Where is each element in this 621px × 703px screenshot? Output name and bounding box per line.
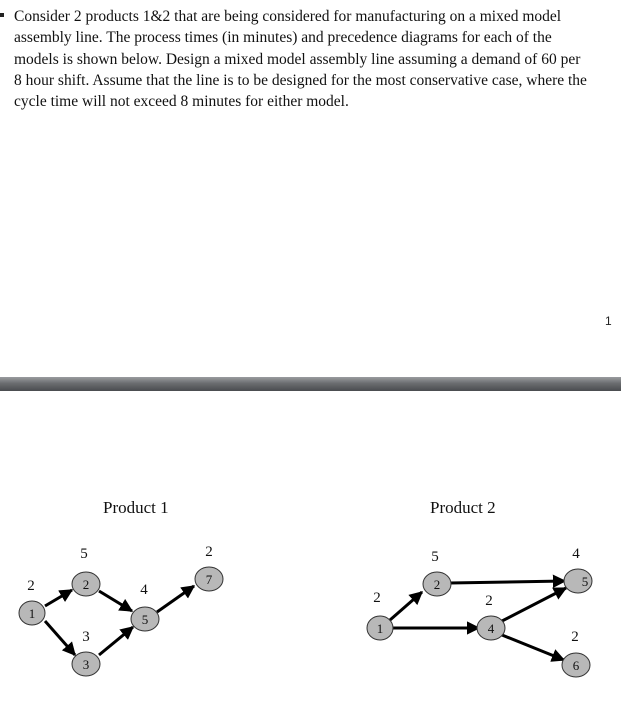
product1-title: Product 1: [103, 498, 169, 517]
node-id: 7: [205, 572, 213, 587]
node-id: 1: [376, 621, 384, 636]
product2-node: [367, 590, 393, 640]
edge-2-5: [450, 581, 565, 583]
edge-3-5: [99, 627, 133, 655]
node-id: 5: [581, 574, 589, 589]
problem-line: cycle time will not exceed 8 minutes for either model.: [14, 93, 349, 111]
edge-4-6: [502, 635, 564, 660]
node-time: 2: [373, 590, 381, 606]
product2-node: [477, 593, 505, 640]
product1-node: [195, 544, 223, 591]
product2-title: Product 2: [430, 498, 496, 517]
edge-1-3: [45, 621, 75, 655]
edge-2-5: [99, 591, 132, 611]
node-time: 3: [82, 629, 90, 645]
node-id: 2: [433, 577, 441, 592]
edge-1-2: [45, 590, 72, 606]
node-time: 2: [571, 629, 579, 645]
edge-4-5: [502, 588, 566, 621]
product1-node: [72, 546, 100, 596]
problem-line: 8 hour shift. Assume that the line is to be designed for the most conservative case, where the: [14, 71, 587, 89]
problem-line: models is shown below. Design a mixed model assembly line assuming a demand of 60 per: [14, 50, 581, 68]
node-time: 5: [80, 546, 88, 562]
product2-node: [423, 549, 451, 596]
product1-node: [19, 578, 45, 625]
product1-node: [72, 629, 100, 676]
node-time: 5: [431, 549, 439, 565]
node-id: 6: [572, 658, 580, 673]
product2-node: [562, 629, 590, 677]
product1-node: [131, 582, 159, 631]
product2-edges: [390, 581, 566, 660]
node-id: 5: [141, 612, 149, 627]
node-id: 1: [28, 606, 36, 621]
node-id: 4: [487, 621, 495, 636]
node-id: 2: [82, 577, 90, 592]
node-time: 2: [485, 593, 493, 609]
node-time: 2: [205, 544, 213, 560]
problem-line: assembly line. The process times (in minutes) and precedence diagrams for each of the: [14, 29, 552, 47]
node-id: 3: [82, 657, 90, 672]
product2-node: [564, 546, 592, 593]
product1-edges: [45, 586, 194, 655]
page-number: 1: [605, 314, 612, 328]
node-time: 4: [572, 546, 580, 562]
edge-1-2: [390, 592, 422, 620]
edge-5-7: [157, 586, 194, 612]
node-time: 2: [27, 578, 35, 594]
node-time: 4: [140, 582, 148, 598]
problem-line: Consider 2 products 1&2 that are being considered for manufacturing on a mixed model: [14, 8, 562, 25]
